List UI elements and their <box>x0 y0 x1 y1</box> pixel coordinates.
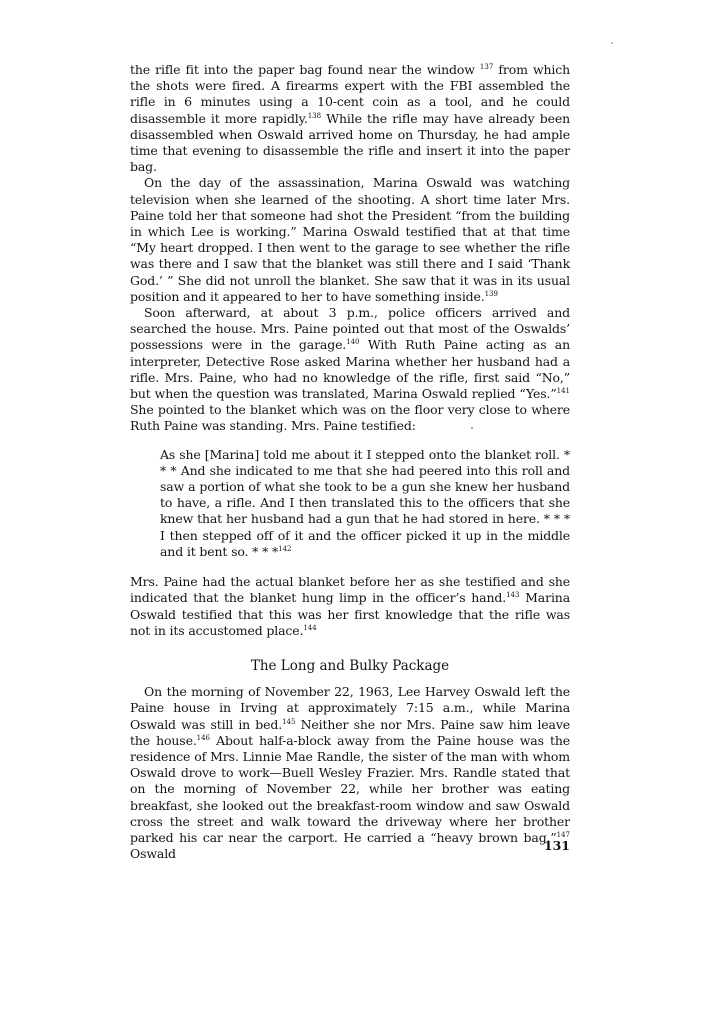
page-number: 131 <box>543 838 570 853</box>
quote-paragraph <box>160 447 570 560</box>
paragraph <box>130 62 570 175</box>
text-run: On the day of the assassination, Marina Oswald was watching television when she learned of the shooting. A short time later Mrs. Paine told her that someone had shot the President “from the building in which Lee is working.” Marina Oswald testified that at that time “My heart dropped. I then went to the garage to see whether the rifle was there and I saw that the blanket was still there and I said ‘Thank God.’ ” She did not unroll the blanket. She saw that it was in its usual position and it appeared to her to have something inside. <box>130 175 570 304</box>
block-quote <box>160 447 570 560</box>
footnote-ref: 146 <box>196 733 211 742</box>
footnote-ref: 141 <box>556 386 570 395</box>
text-run: Soon afterward, at about 3 p.m., police officers arrived and searched the house. Mrs. Paine pointed out that most of the Oswalds’ possessions were in the garage. <box>130 305 570 353</box>
text-run: As she [Marina] told me about it I stepped onto the blanket roll. * * * And she indicated to me that she had peered into this roll and saw a portion of what she took to be a gun she knew her husband to have, a rifle. And I then translated this to the officers that she knew that her husband had a gun that he had stored in here. * * * I then stepped off of it and the officer picked it up in the middle and it bent so. * * * <box>160 446 570 559</box>
section-heading: The Long and Bulky Package <box>250 657 450 674</box>
paragraph <box>130 684 570 862</box>
footnote-ref: 138 <box>307 111 322 120</box>
text-run: On the morning of November 22, 1963, Lee Harvey Oswald left the Paine house in Irving at approximately 7:15 a.m., while Marina Oswald was still in bed. <box>130 684 570 732</box>
text-run: She pointed to the blanket which was on the floor very close to where Ruth Paine was standing. Mrs. Paine testified: <box>130 402 570 434</box>
text-run: the rifle fit into the paper bag found near the window <box>130 62 480 77</box>
text-run: from which the shots were fired. A firearms expert with the FBI assembled the rifle in 6 minutes using a 10-cent coin as a tool, and he could disassemble it more rapidly. <box>130 62 570 126</box>
footnote-ref: 140 <box>346 338 360 347</box>
page-body <box>130 62 570 862</box>
footnote-ref: 145 <box>282 717 296 726</box>
footnote-ref: 143 <box>506 591 520 600</box>
paragraph <box>130 305 570 435</box>
paragraph <box>130 175 570 305</box>
text-run: About half-a-block away from the Paine house was the residence of Mrs. Linnie Mae Randle, the sister of the man with whom Oswald drove to work—Buell Wesley Frazier. Mrs. Randle stated that on the morning of November 22, while her brother was eating breakfast, she looked out the breakfast-room window and saw Oswald cross the street and walk toward the driveway where her brother parked his car near the carport. He carried a “heavy brown bag.” <box>130 732 570 845</box>
scan-speck <box>611 42 613 44</box>
footnote-ref: 147 <box>556 830 570 839</box>
text-run: While the rifle may have already been disassembled when Oswald arrived home on Thursday, he had ample time that evening to disassemble the rifle and insert it into the paper bag. <box>130 110 570 175</box>
footnote-ref: 139 <box>484 289 498 298</box>
text-run: Mrs. Paine had the actual blanket before her as she testified and she indicated that the blanket hung limp in the officer’s hand. <box>130 574 570 606</box>
text-run: Marina Oswald testified that this was her first knowledge that the rifle was not in its accustomed place. <box>130 590 570 638</box>
text-run: Neither she nor Mrs. Paine saw him leave the house. <box>130 716 570 748</box>
footnote-ref: 142 <box>278 544 292 553</box>
text-run: Oswald <box>130 846 176 862</box>
text-run: With Ruth Paine acting as an interpreter, Detective Rose asked Marina whether her husband had a rifle. Mrs. Paine, who had no knowledge of the rifle, first said “No,” but when the question was translated, Marina Oswald replied “Yes.” <box>130 337 570 402</box>
paragraph <box>130 574 570 639</box>
footnote-ref: 137 <box>479 62 494 71</box>
footnote-ref: 144 <box>303 623 317 632</box>
